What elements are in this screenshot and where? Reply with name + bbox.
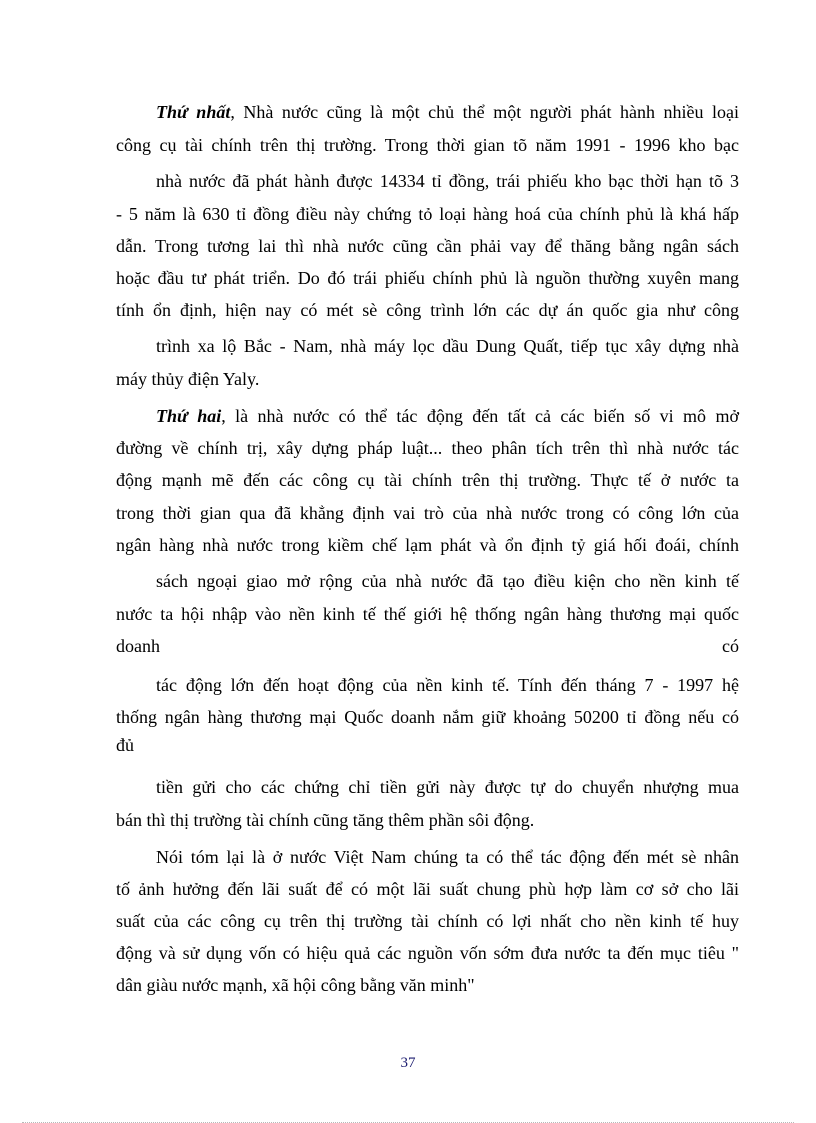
paragraph-2-line-13: bán thì thị trường tài chính cũng tăng thêm phần sôi động. xyxy=(116,810,535,830)
paragraph-1-line-5: dẫn. Trong tương lai thì nhà nước cũng cần phải vay để thăng bằng ngân sách xyxy=(116,236,739,256)
paragraph-3-line-1: Nói tóm lại là ở nước Việt Nam chúng ta có thể tác động đến mét sè nhân xyxy=(156,847,739,867)
paragraph-2-line-2: đường về chính trị, xây dựng pháp luật... theo phân tích trên thì nhà nước tác xyxy=(116,438,739,458)
paragraph-2-line-10: thống ngân hàng thương mại Quốc doanh nắm giữ khoảng 50200 tỉ đồng nếu có xyxy=(116,707,739,727)
paragraph-3-line-2: tố ảnh hưởng đến lãi suất để có một lãi suất chung phù hợp làm cơ sở cho lãi xyxy=(116,879,739,899)
paragraph-2-line-9: tác động lớn đến hoạt động của nền kinh tế. Tính đến tháng 7 - 1997 hệ xyxy=(156,675,739,695)
paragraph-2-line-1: Thứ hai, là nhà nước có thể tác động đến tất cả các biến số vi mô mở xyxy=(156,406,739,426)
paragraph-1-line-2: công cụ tài chính trên thị trường. Trong thời gian tõ năm 1991 - 1996 kho bạc xyxy=(116,135,739,155)
paragraph-2-line-6: sách ngoại giao mở rộng của nhà nước đã tạo điều kiện cho nền kinh tế xyxy=(156,571,739,591)
paragraph-3-line-3: suất của các công cụ trên thị trường tài chính có lợi nhất cho nền kinh tế huy xyxy=(116,911,739,931)
paragraph-3-line-5: dân giàu nước mạnh, xã hội công bằng văn minh" xyxy=(116,975,475,995)
paragraph-3-line-4: động và sử dụng vốn có hiệu quả các nguồn vốn sớm đưa nước ta đến mục tiêu " xyxy=(116,943,739,963)
paragraph-2-lead: Thứ hai xyxy=(156,406,222,426)
paragraph-1-line-7: tính ổn định, hiện nay có mét sè công trình lớn các dự án quốc gia như công xyxy=(116,300,739,320)
paragraph-1-line-8: trình xa lộ Bắc - Nam, nhà máy lọc dầu Dung Quất, tiếp tục xây dựng nhà xyxy=(156,336,739,356)
paragraph-1-lead: Thứ nhất xyxy=(156,102,231,122)
paragraph-1-line-1: Thứ nhất, Nhà nước cũng là một chủ thể một người phát hành nhiều loại xyxy=(156,102,740,122)
paragraph-2-line-12: tiền gửi cho các chứng chỉ tiền gửi này được tự do chuyển nhượng mua xyxy=(156,777,739,797)
paragraph-2-line-4: trong thời gian qua đã khẳng định vai trò của nhà nước trong có công lớn của xyxy=(116,503,739,523)
paragraph-2-line-3: động mạnh mẽ đến các công cụ tài chính trên thị trường. Thực tế ở nước ta xyxy=(116,470,739,490)
paragraph-1-line-9: máy thủy điện Yaly. xyxy=(116,369,260,389)
paragraph-1-line-6: hoặc đầu tư phát triển. Do đó trái phiếu chính phủ là nguồn thường xuyên mang xyxy=(116,268,739,288)
paragraph-2-line-7: nước ta hội nhập vào nền kinh tế thế giới hệ thống ngân hàng thương mại quốc xyxy=(116,604,739,624)
paragraph-1-line-3: nhà nước đã phát hành được 14334 tỉ đồng, trái phiếu kho bạc thời hạn tõ 3 xyxy=(156,171,739,191)
paragraph-2-line-11: đủ xyxy=(116,735,134,755)
paragraph-2-line-8: doanh có xyxy=(116,636,739,656)
page-number: 37 xyxy=(400,1055,416,1071)
paragraph-2-line-5: ngân hàng nhà nước trong kiềm chế lạm phát và ổn định tỷ giá hối đoái, chính xyxy=(116,535,739,555)
paragraph-1-line-4: - 5 năm là 630 tỉ đồng điều này chứng tỏ loại hàng hoá của chính phủ là khá hấp xyxy=(116,204,739,224)
